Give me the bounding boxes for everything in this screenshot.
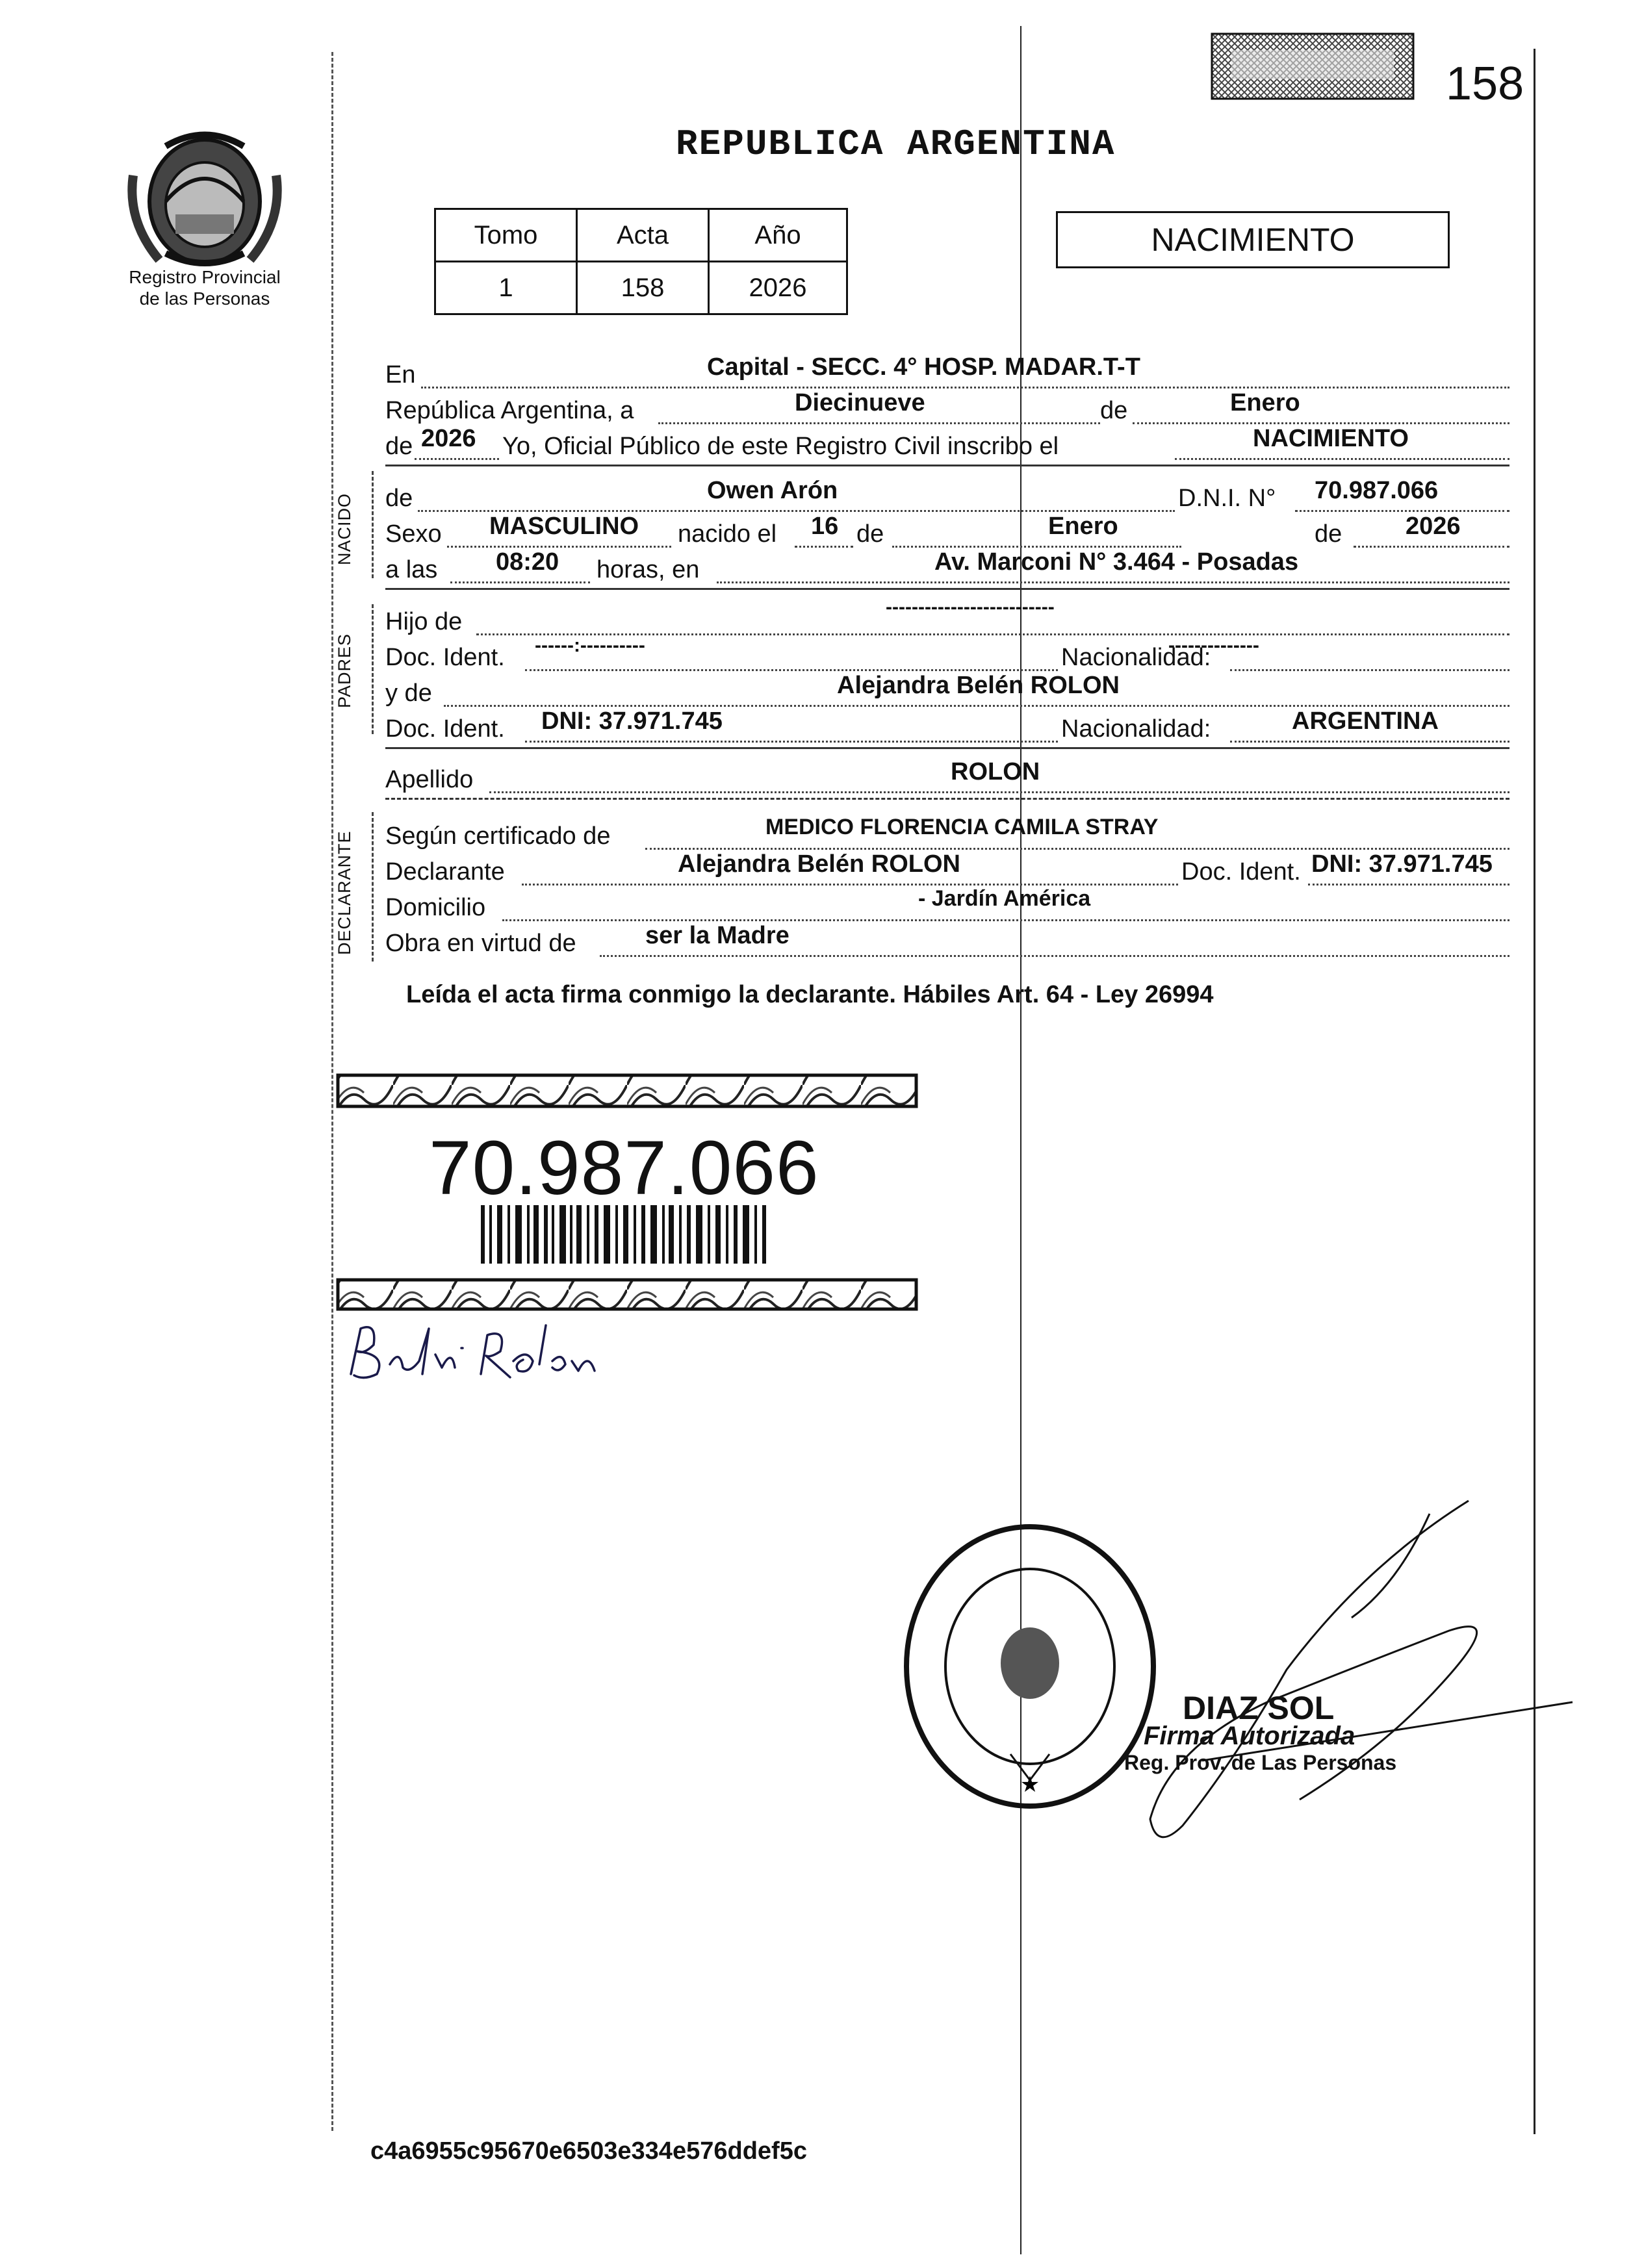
label-nacionalidad: Nacionalidad: <box>1061 644 1211 671</box>
value-madre: Alejandra Belén ROLON <box>837 672 1120 699</box>
value-dia: Diecinueve <box>795 389 925 416</box>
label-horas-en: horas, en <box>597 556 700 583</box>
label-de2: de <box>385 433 413 460</box>
label-de-mes: de <box>856 520 884 548</box>
label-nacido-el: nacido el <box>678 520 777 548</box>
divider <box>385 747 1509 749</box>
value-lugar: Av. Marconi N° 3.464 - Posadas <box>934 548 1299 576</box>
section-label-padres: PADRES <box>335 633 354 708</box>
svg-text:★: ★ <box>1020 1772 1040 1798</box>
value-padre: -------------------------- <box>886 596 1055 618</box>
label-apellido: Apellido <box>385 766 474 793</box>
label-doc-ident: Doc. Ident. <box>385 644 505 671</box>
registry-logo-text: Registro Provincial de las Personas <box>129 267 281 309</box>
label-declarante: Declarante <box>385 858 505 886</box>
divider <box>385 798 1509 800</box>
label-certificado: Según certificado de <box>385 822 611 850</box>
value-madre-nac: ARGENTINA <box>1292 707 1439 735</box>
label-en: En <box>385 361 416 389</box>
value-declarante: Alejandra Belén ROLON <box>678 850 960 878</box>
footnote: Leída el acta firma conmigo la declarante. Hábiles Art. 64 - Ley 26994 <box>406 981 1214 1008</box>
section-label-nacido: NACIDO <box>335 492 354 565</box>
label-nacionalidad-madre: Nacionalidad: <box>1061 715 1211 743</box>
divider <box>385 588 1509 590</box>
value-padre-nac: -------------- <box>1168 635 1259 656</box>
label-de-anio: de <box>1315 520 1342 548</box>
label-de-nacido: de <box>385 485 413 512</box>
value-madre-doc: DNI: 37.971.745 <box>541 707 723 735</box>
label-de: de <box>1100 397 1128 424</box>
left-margin-line <box>331 52 333 2131</box>
value-mes: Enero <box>1230 389 1300 416</box>
document-hash: c4a6955c95670e6503e334e576ddef5c <box>370 2137 807 2165</box>
label-hijo-de: Hijo de <box>385 608 463 635</box>
value-domicilio: - Jardín América <box>918 886 1091 911</box>
value-sexo: MASCULINO <box>489 513 639 540</box>
official-name: DIAZ SOL <box>1183 1690 1335 1726</box>
value-obra: ser la Madre <box>645 922 790 949</box>
value-mes-nacimiento: Enero <box>1048 513 1118 540</box>
value-anio: 2026 <box>709 262 847 314</box>
security-stamp-icon <box>1205 27 1420 105</box>
value-dni: 70.987.066 <box>1315 477 1439 504</box>
header-anio: Año <box>709 209 847 262</box>
header-acta: Acta <box>577 209 709 262</box>
page-title: REPUBLICA ARGENTINA <box>676 123 1116 165</box>
value-acta: 158 <box>577 262 709 314</box>
page-number: 158 <box>1446 58 1524 110</box>
value-doc-declarante: DNI: 37.971.745 <box>1311 850 1493 878</box>
value-nombre: Owen Arón <box>707 477 838 504</box>
label-oficial: Yo, Oficial Público de este Registro Civil inscribo el <box>502 433 1059 460</box>
value-certificado: MEDICO FLORENCIA CAMILA STRAY <box>765 815 1159 839</box>
label-doc-ident-declarante: Doc. Ident. <box>1181 858 1301 886</box>
value-en: Capital - SECC. 4° HOSP. MADAR.T-T <box>707 353 1140 381</box>
act-type-box: NACIMIENTO <box>1056 211 1450 268</box>
declarante-signature-icon <box>338 1316 611 1387</box>
divider <box>385 465 1509 466</box>
section-label-declarante: DECLARANTE <box>335 830 354 955</box>
official-signature-icon <box>1105 1488 1579 1852</box>
official-office: Reg. Prov. de Las Personas <box>1124 1751 1397 1774</box>
value-dia-nacimiento: 16 <box>811 513 839 540</box>
value-padre-doc: ------:---------- <box>535 635 645 656</box>
value-anio-nacimiento: 2026 <box>1406 513 1461 540</box>
official-role: Firma Autorizada <box>1144 1722 1355 1750</box>
label-doc-ident-madre: Doc. Ident. <box>385 715 505 743</box>
label-obra: Obra en virtud de <box>385 930 576 957</box>
value-tomo: 1 <box>435 262 577 314</box>
registry-table <box>434 208 848 315</box>
provincia-misiones-shield-icon <box>120 117 289 273</box>
label-domicilio: Domicilio <box>385 894 486 921</box>
label-y-de: y de <box>385 680 432 707</box>
value-anio-inscripcion: 2026 <box>421 425 476 452</box>
value-hora: 08:20 <box>496 548 559 576</box>
label-alas: a las <box>385 556 438 583</box>
header-tomo: Tomo <box>435 209 577 262</box>
label-republica: República Argentina, a <box>385 397 634 424</box>
label-sexo: Sexo <box>385 520 442 548</box>
label-dni: D.N.I. N° <box>1178 485 1276 512</box>
value-apellido: ROLON <box>951 758 1040 785</box>
barcode-number: 70.987.066 <box>429 1125 819 1211</box>
value-inscribe: NACIMIENTO <box>1253 425 1409 452</box>
